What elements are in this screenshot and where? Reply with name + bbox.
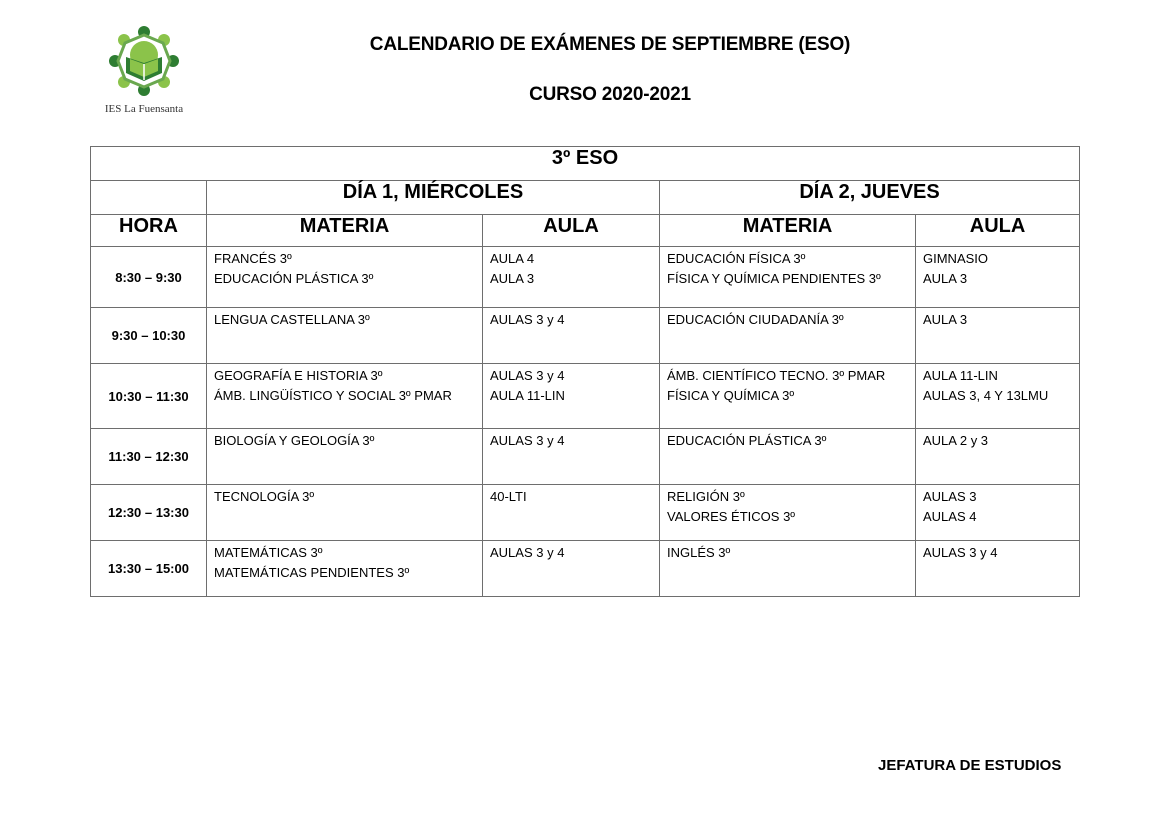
page-subtitle: CURSO 2020-2021 [529,84,691,105]
day1-aula-cell: AULAS 3 y 4 [483,308,660,364]
day2-aula-cell: AULA 3 [916,308,1080,364]
logo-text: IES La Fuensanta [104,103,184,115]
table-row [91,308,1080,364]
day2-aula-cell: AULAS 3 y 4 [916,541,1080,597]
group-header-row [91,147,1080,181]
day1-aula-cell: 40-LTI [483,485,660,541]
empty-header-cell [91,181,207,215]
day1-aula-cell: AULAS 3 y 4 [483,541,660,597]
column-header-row [91,215,1080,247]
day1-materia-cell: GEOGRAFÍA E HISTORIA 3º ÁMB. LINGÜÍSTICO Y SOCIAL 3º PMAR [207,364,483,429]
hora-cell: 13:30 – 15:00 [91,541,207,597]
day2-materia-cell: EDUCACIÓN FÍSICA 3º FÍSICA Y QUÍMICA PENDIENTES 3º [660,247,916,308]
table-row [91,247,1080,308]
day1-header: DÍA 1, MIÉRCOLES [207,181,660,215]
day1-aula-cell: AULAS 3 y 4 [483,429,660,485]
day2-materia-cell: EDUCACIÓN PLÁSTICA 3º [660,429,916,485]
day2-aula-cell: AULA 2 y 3 [916,429,1080,485]
day2-materia-cell: ÁMB. CIENTÍFICO TECNO. 3º PMAR FÍSICA Y QUÍMICA 3º [660,364,916,429]
day2-aula-header: AULA [916,215,1080,247]
table-row [91,485,1080,541]
hora-cell: 8:30 – 9:30 [91,247,207,308]
day2-header: DÍA 2, JUEVES [660,181,1080,215]
group-header: 3º ESO [91,147,1080,181]
school-logo [100,25,200,120]
day1-materia-cell: MATEMÁTICAS 3º MATEMÁTICAS PENDIENTES 3º [207,541,483,597]
day1-materia-cell: TECNOLOGÍA 3º [207,485,483,541]
day1-materia-cell: BIOLOGÍA Y GEOLOGÍA 3º [207,429,483,485]
day1-aula-cell: AULAS 3 y 4 AULA 11-LIN [483,364,660,429]
table-row [91,364,1080,429]
hora-cell: 12:30 – 13:30 [91,485,207,541]
day1-materia-header: MATERIA [207,215,483,247]
day1-materia-cell: FRANCÉS 3º EDUCACIÓN PLÁSTICA 3º [207,247,483,308]
footer-signature: JEFATURA DE ESTUDIOS [878,757,1062,774]
day1-aula-cell: AULA 4 AULA 3 [483,247,660,308]
day-header-row [91,181,1080,215]
hora-header: HORA [91,215,207,247]
table-row [91,541,1080,597]
day2-materia-cell: INGLÉS 3º [660,541,916,597]
day1-aula-header: AULA [483,215,660,247]
day1-materia-cell: LENGUA CASTELLANA 3º [207,308,483,364]
hora-cell: 9:30 – 10:30 [91,308,207,364]
day2-materia-header: MATERIA [660,215,916,247]
ies-logo-icon [108,25,180,97]
table-row [91,429,1080,485]
day2-materia-cell: RELIGIÓN 3º VALORES ÉTICOS 3º [660,485,916,541]
day2-aula-cell: AULA 11-LIN AULAS 3, 4 Y 13LMU [916,364,1080,429]
day2-aula-cell: AULAS 3 AULAS 4 [916,485,1080,541]
page-title: CALENDARIO DE EXÁMENES DE SEPTIEMBRE (ESO) [369,34,851,55]
hora-cell: 10:30 – 11:30 [91,364,207,429]
day2-materia-cell: EDUCACIÓN CIUDADANÍA 3º [660,308,916,364]
day2-aula-cell: GIMNASIO AULA 3 [916,247,1080,308]
exam-schedule-table [90,146,1080,597]
hora-cell: 11:30 – 12:30 [91,429,207,485]
